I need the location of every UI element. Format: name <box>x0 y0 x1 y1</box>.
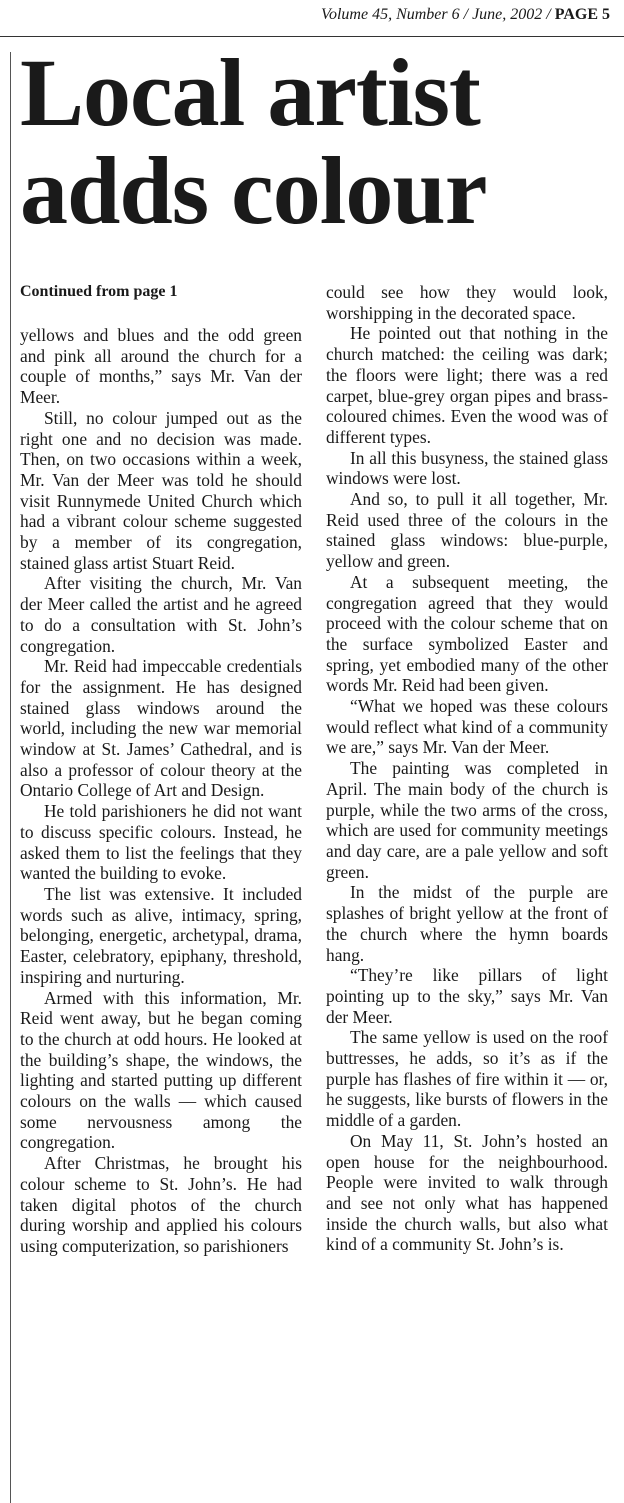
article-column-2 <box>326 282 608 1255</box>
headline-line-2: adds colour <box>20 137 487 244</box>
paragraph: yellows and blues and the odd green and pink all around the church for a couple of months,” says Mr. Van der Meer. <box>20 325 302 408</box>
paragraph: He told parishioners he did not want to discuss specific colours. Instead, he asked them to list the feelings that they wanted the building to evoke. <box>20 801 302 884</box>
paragraph: Armed with this information, Mr. Reid went away, but he began coming to the church at odd hours. He looked at the building’s shape, the windows, the lighting and started putting up different colours on the walls — which caused some nervousness among the congregation. <box>20 987 302 1153</box>
paragraph: In all this busyness, the stained glass windows were lost. <box>326 447 608 489</box>
paragraph: “They’re like pillars of light pointing up to the sky,” says Mr. Van der Meer. <box>326 965 608 1027</box>
paragraph: And so, to pull it all together, Mr. Reid used three of the colours in the stained glass windows: blue-purple, yellow and green. <box>326 489 608 572</box>
issue-info: Volume 45, Number 6 / June, 2002 <box>320 6 543 23</box>
article-headline <box>20 39 620 244</box>
paragraph: After visiting the church, Mr. Van der Meer called the artist and he agreed to do a consultation with St. John’s congregation. <box>20 573 302 656</box>
page-folio <box>321 6 610 24</box>
paragraph: In the midst of the purple are splashes of bright yellow at the front of the church where the hymn boards hang. <box>326 882 608 965</box>
header-rule <box>0 36 624 37</box>
paragraph: On May 11, St. John’s hosted an open house for the neighbourhood. People were invited to walk through and see not only what has happened inside the church walls, but also what kind of a community St. John’s is. <box>326 1130 608 1255</box>
paragraph: “What we hoped was these colours would reflect what kind of a community we are,” says Mr. Van der Meer. <box>326 696 608 758</box>
headline-line-1: Local artist <box>20 39 480 146</box>
paragraph: could see how they would look, worshipping in the decorated space. <box>326 282 608 323</box>
paragraph: Mr. Reid had impeccable credentials for the assignment. He has designed stained glass windows around the world, including the new war memorial window at St. James’ Cathedral, and is also a professor of colour theory at the Ontario College of Art and Design. <box>20 656 302 801</box>
paragraph: The same yellow is used on the roof buttresses, he adds, so it’s as if the purple has flashes of fire within it — or, he suggests, like bursts of flowers in the middle of a garden. <box>326 1027 608 1131</box>
paragraph: The painting was completed in April. The main body of the church is purple, while the two arms of the cross, which are used for community meetings and day care, are a pale yellow and soft green. <box>326 758 608 882</box>
folio-separator: / <box>542 6 555 23</box>
continued-from-label: Continued from page 1 <box>20 283 178 300</box>
page-number: PAGE 5 <box>554 6 610 23</box>
paragraph: After Christmas, he brought his colour scheme to St. John’s. He had taken digital photos of the church during worship and applied his colours using computerization, so parishioners <box>20 1153 302 1256</box>
article-column-1 <box>20 282 302 1257</box>
left-column-rule <box>10 52 11 1503</box>
paragraph: The list was extensive. It included words such as alive, intimacy, spring, belonging, energetic, archetypal, drama, Easter, celebratory, epiphany, threshold, inspiring and nurturing. <box>20 883 302 987</box>
paragraph: He pointed out that nothing in the church matched: the ceiling was dark; the floors were light; there was a red carpet, blue-grey organ pipes and brass-coloured chimes. Even the wood was of different types. <box>326 323 608 447</box>
paragraph: Still, no colour jumped out as the right one and no decision was made. Then, on two occasions within a week, Mr. Van der Meer was told he should visit Runnymede United Church which had a vibrant colour scheme suggested by a member of its congregation, stained glass artist Stuart Reid. <box>20 407 302 573</box>
paragraph: At a subsequent meeting, the congregation agreed that they would proceed with the colour scheme that on the surface symbolized Easter and spring, yet embodied many of the other words Mr. Reid had been given. <box>326 571 608 696</box>
